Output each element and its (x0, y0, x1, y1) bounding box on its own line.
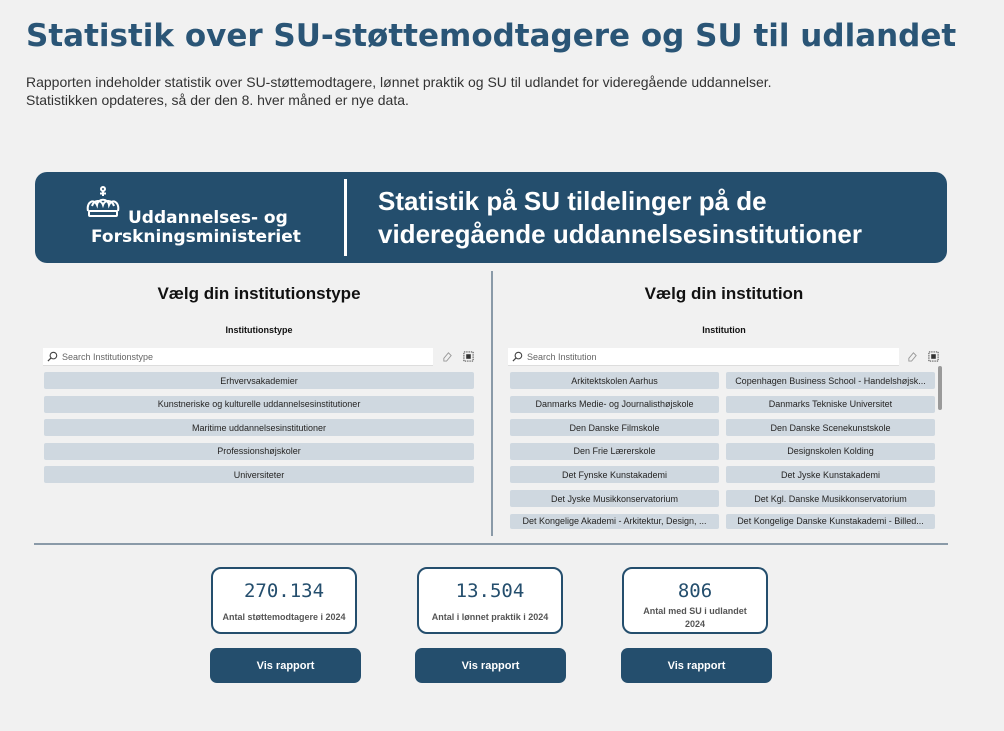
institutionstype-item[interactable]: Professionshøjskoler (44, 443, 474, 460)
institutionstype-item[interactable]: Universiteter (44, 466, 474, 483)
section-divider (34, 543, 948, 545)
section-title-institutionstype: Vælg din institutionstype (157, 284, 361, 303)
institution-item[interactable]: Danmarks Tekniske Universitet (726, 396, 935, 413)
banner-title-line: Statistik på SU tildelinger på de (378, 186, 767, 216)
institution-item[interactable]: Den Danske Filmskole (510, 419, 719, 436)
vis-rapport-button-su-udlandet[interactable]: Vis rapport (621, 648, 772, 683)
kpi-value: 806 (677, 580, 713, 602)
institution-list-scrollbar[interactable] (938, 366, 942, 410)
logo-line: Uddannelses- og (128, 208, 288, 228)
kpi-label: Antal med SU i udlandet 2024 (643, 606, 747, 629)
kpi-label: Antal i lønnet praktik i 2024 (431, 612, 549, 622)
institutionstype-item[interactable]: Kunstneriske og kulturelle uddannelsesinstitutioner (44, 396, 474, 413)
intro-line: Rapporten indeholder statistik over SU-støttemodtagere, lønnet praktik og SU til udlandet for videregående uddannelser. (26, 74, 772, 90)
kpi-card-lonnet-praktik (417, 567, 563, 634)
kpi-value: 13.504 (455, 580, 525, 602)
banner-divider (344, 179, 347, 256)
section-title-institution: Vælg din institution (644, 284, 804, 303)
logo-line: Forskningsministeriet (91, 227, 301, 247)
institution-item[interactable]: Det Kongelige Akademi - Arkitektur, Design, ... (510, 514, 719, 529)
institution-item[interactable]: Det Kgl. Danske Musikkonservatorium (726, 490, 935, 507)
search-icon (512, 351, 524, 363)
search-input-institution[interactable] (508, 348, 899, 366)
institution-item[interactable]: Danmarks Medie- og Journalisthøjskole (510, 396, 719, 413)
institution-item[interactable]: Det Jyske Musikkonservatorium (510, 490, 719, 507)
eraser-icon[interactable] (441, 350, 453, 362)
kpi-label: Antal støttemodtagere i 2024 (222, 612, 346, 622)
banner-title-line: videregående uddannelsesinstitutioner (378, 219, 862, 249)
vis-rapport-button-stottemodtagere[interactable]: Vis rapport (210, 648, 361, 683)
kpi-card-su-udlandet (622, 567, 768, 634)
intro-text (26, 73, 772, 109)
page-title: Statistik over SU-støttemodtagere og SU til udlandet (26, 18, 957, 54)
kpi-value: 270.134 (243, 580, 325, 602)
intro-line: Statistikken opdateres, så der den 8. hver måned er nye data. (26, 92, 409, 108)
search-icon (47, 351, 59, 363)
panel-divider (491, 271, 493, 536)
institution-item[interactable]: Arkitektskolen Aarhus (510, 372, 719, 389)
institutionstype-item[interactable]: Maritime uddannelsesinstitutioner (44, 419, 474, 436)
select-all-icon[interactable] (927, 350, 939, 362)
slicer-label-institutionstype: Institutionstype (225, 325, 293, 335)
eraser-icon[interactable] (906, 350, 918, 362)
institution-item[interactable]: Det Fynske Kunstakademi (510, 466, 719, 483)
institution-item[interactable]: Den Danske Scenekunstskole (726, 419, 935, 436)
slicer-label-institution: Institution (702, 325, 746, 335)
search-placeholder: Search Institutionstype (62, 351, 154, 362)
search-placeholder: Search Institution (527, 351, 597, 362)
institution-item[interactable]: Det Jyske Kunstakademi (726, 466, 935, 483)
institution-item[interactable]: Den Frie Lærerskole (510, 443, 719, 460)
kpi-card-stottemodtagere (211, 567, 357, 634)
select-all-icon[interactable] (462, 350, 474, 362)
institution-item[interactable]: Copenhagen Business School - Handelshøjsk... (726, 372, 935, 389)
ministry-logo-text (91, 209, 301, 247)
vis-rapport-button-lonnet-praktik[interactable]: Vis rapport (415, 648, 566, 683)
banner (35, 172, 947, 263)
institution-item[interactable]: Det Kongelige Danske Kunstakademi - Billed... (726, 514, 935, 529)
institutionstype-item[interactable]: Erhvervsakademier (44, 372, 474, 389)
banner-title (378, 185, 862, 251)
search-input-institutionstype[interactable] (43, 348, 433, 366)
institution-item[interactable]: Designskolen Kolding (726, 443, 935, 460)
